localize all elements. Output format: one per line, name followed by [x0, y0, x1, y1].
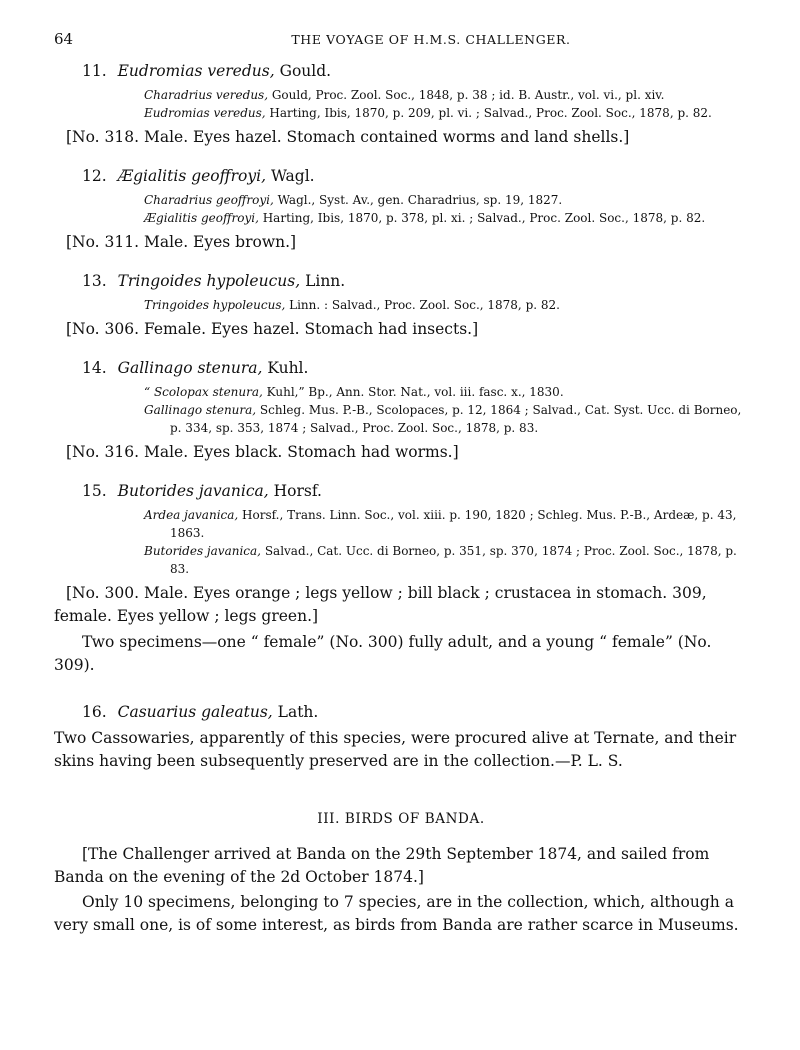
specimen-note: [No. 311. Male. Eyes brown.]	[66, 233, 297, 251]
reference-species: “ Scolopax stenura,	[144, 385, 263, 399]
page-number: 64	[54, 30, 74, 48]
section-title: III. BIRDS OF BANDA.	[317, 811, 485, 827]
reference-text: Harting, Ibis, 1870, p. 209, pl. vi. ; Salvad., Proc. Zool. Soc., 1878, p. 82.	[265, 106, 712, 120]
page-header	[54, 30, 748, 52]
species-heading	[82, 272, 748, 290]
species-heading	[82, 359, 748, 377]
species-number: 16.	[82, 703, 107, 721]
species-name: Gallinago stenura,	[117, 359, 263, 377]
reference-text: Linn. : Salvad., Proc. Zool. Soc., 1878, p. 82.	[285, 298, 560, 312]
species-heading	[82, 62, 748, 80]
reference-text: Schleg. Mus. P.-B., Scolopaces, p. 12, 1864 ; Salvad., Cat. Syst. Ucc. di Borneo, p. 334, sp. 353, 1874 ; Salvad., Proc. Zool. Soc., 1878, p. 83.	[170, 403, 742, 435]
section-paragraph: Only 10 specimens, belonging to 7 species, are in the collection, which, although a very small one, is of some interest, as birds from Banda are rather scarce in Museums.	[54, 893, 739, 934]
species-entry	[54, 62, 748, 149]
species-name: Ægialitis geoffroyi,	[117, 167, 267, 185]
species-author: Lath.	[277, 703, 319, 721]
reference	[144, 209, 748, 227]
running-title: THE VOYAGE OF H.M.S. CHALLENGER.	[291, 32, 571, 47]
reference	[144, 191, 748, 209]
reference-species: Charadrius veredus,	[144, 88, 269, 102]
specimen-note: [No. 318. Male. Eyes hazel. Stomach contained worms and land shells.]	[66, 128, 630, 146]
reference-species: Gallinago stenura,	[144, 403, 257, 417]
reference	[144, 104, 748, 122]
reference-species: Butorides javanica,	[144, 544, 261, 558]
specimen-note: [No. 316. Male. Eyes black. Stomach had worms.]	[66, 443, 459, 461]
species-name: Butorides javanica,	[117, 482, 269, 500]
reference	[144, 506, 748, 542]
reference	[144, 542, 748, 578]
specimen-note: [No. 306. Female. Eyes hazel. Stomach had insects.]	[66, 320, 479, 338]
species-author: Linn.	[305, 272, 346, 290]
reference-species: Charadrius geoffroyi,	[144, 193, 274, 207]
species-entry	[54, 482, 748, 677]
reference	[144, 383, 748, 401]
species-entry	[54, 167, 748, 254]
species-heading	[82, 167, 748, 185]
species-number: 15.	[82, 482, 107, 500]
reference	[144, 86, 748, 104]
species-name: Eudromias veredus,	[117, 62, 275, 80]
species-author: Kuhl.	[267, 359, 309, 377]
specimen-remark: Two specimens—one “ female” (No. 300) fully adult, and a young “ female” (No. 309).	[54, 633, 712, 674]
species-author: Gould.	[279, 62, 332, 80]
species-entry	[54, 272, 748, 341]
species-name: Casuarius galeatus,	[117, 703, 273, 721]
species-heading	[82, 482, 748, 500]
reference-species: Eudromias veredus,	[144, 106, 266, 120]
species-entry	[54, 703, 748, 773]
reference-species: Ægialitis geoffroyi,	[144, 211, 259, 225]
reference	[144, 401, 748, 437]
specimen-note: [No. 300. Male. Eyes orange ; legs yellow ; bill black ; crustacea in stomach. 309, female. Eyes yellow ; legs green.]	[54, 584, 707, 625]
species-remark: Two Cassowaries, apparently of this species, were procured alive at Ternate, and their skins having been subsequently preserved are in the collection.—P. L. S.	[54, 729, 737, 770]
species-author: Horsf.	[273, 482, 322, 500]
reference-text: Harting, Ibis, 1870, p. 378, pl. xi. ; Salvad., Proc. Zool. Soc., 1878, p. 82.	[258, 211, 706, 225]
section-paragraph: [The Challenger arrived at Banda on the 29th September 1874, and sailed from Banda on the evening of the 2d October 1874.]	[54, 845, 710, 886]
species-number: 11.	[82, 62, 107, 80]
species-number: 13.	[82, 272, 107, 290]
reference-text: Wagl., Syst. Av., gen. Charadrius, sp. 19, 1827.	[273, 193, 563, 207]
species-heading	[82, 703, 748, 721]
species-entry	[54, 359, 748, 464]
reference	[144, 296, 748, 314]
reference-text: Salvad., Cat. Ucc. di Borneo, p. 351, sp. 370, 1874 ; Proc. Zool. Soc., 1878, p. 83.	[170, 544, 737, 576]
reference-text: Kuhl,” Bp., Ann. Stor. Nat., vol. iii. fasc. x., 1830.	[262, 385, 564, 399]
species-author: Wagl.	[270, 167, 315, 185]
reference-species: Ardea javanica,	[144, 508, 239, 522]
reference-species: Tringoides hypoleucus,	[144, 298, 286, 312]
species-name: Tringoides hypoleucus,	[117, 272, 301, 290]
species-number: 14.	[82, 359, 107, 377]
species-number: 12.	[82, 167, 107, 185]
reference-text: Gould, Proc. Zool. Soc., 1848, p. 38 ; id. B. Austr., vol. vi., pl. xiv.	[268, 88, 665, 102]
reference-text: Horsf., Trans. Linn. Soc., vol. xiii. p. 190, 1820 ; Schleg. Mus. P.-B., Ardeæ, p. 43, 1863.	[170, 508, 737, 540]
